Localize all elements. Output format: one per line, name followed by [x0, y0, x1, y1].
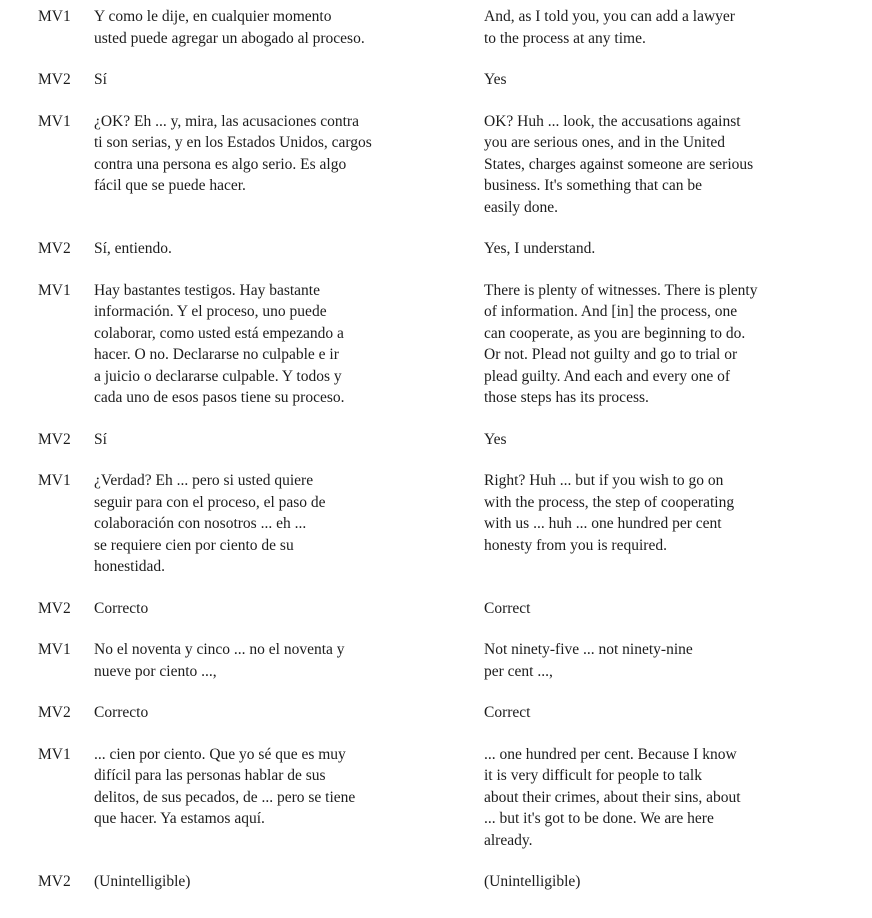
english-line: plead guilty. And each and every one of — [484, 367, 731, 385]
spanish-text — [94, 238, 484, 260]
english-translation — [484, 871, 834, 893]
english-line: Yes — [484, 430, 507, 448]
english-line: Yes — [484, 71, 507, 88]
english-translation — [484, 702, 834, 724]
english-line: States, charges against someone are serious — [484, 155, 754, 173]
spanish-line: colaborar, como usted está empezando a — [94, 324, 344, 342]
spanish-line: Hay bastantes testigos. Hay bastante — [94, 281, 320, 299]
transcript-entry — [0, 280, 872, 409]
english-translation — [484, 639, 834, 682]
speaker-label: MV2 — [38, 873, 71, 890]
transcript-entry — [0, 639, 872, 682]
english-line: about their crimes, about their sins, about — [484, 788, 741, 806]
spanish-line: a juicio o declararse culpable. Y todos y — [94, 367, 342, 385]
spanish-line: No el noventa y cinco ... no el noventa y — [94, 641, 345, 658]
transcript-entry — [0, 744, 872, 852]
spanish-line: información. Y el proceso, uno puede — [94, 303, 327, 320]
english-line: Or not. Plead not guilty and go to trial or — [484, 346, 738, 363]
speaker-label: MV2 — [38, 240, 71, 257]
speaker-label: MV1 — [38, 281, 71, 299]
english-line: Not ninety-five ... not ninety-nine — [484, 641, 693, 658]
spanish-text — [94, 744, 484, 830]
transcript-entry — [0, 702, 872, 724]
english-line: it is very difficult for people to talk — [484, 767, 702, 784]
spanish-text — [94, 111, 484, 197]
transcript-entry — [0, 69, 872, 91]
english-translation — [484, 280, 834, 409]
english-line: Yes, I understand. — [484, 240, 596, 257]
english-line: business. It's something that can be — [484, 177, 703, 194]
spanish-line: ¿Verdad? Eh ... pero si usted quiere — [94, 472, 314, 489]
spanish-text — [94, 470, 484, 578]
spanish-line: colaboración con nosotros ... eh ... — [94, 515, 307, 532]
spanish-line: Sí — [94, 430, 107, 448]
spanish-text — [94, 6, 484, 49]
english-line: ... but it's got to be done. We are here — [484, 810, 714, 827]
english-line: ... one hundred per cent. Because I know — [484, 745, 737, 763]
english-translation — [484, 598, 834, 620]
english-line: can cooperate, as you are beginning to do. — [484, 324, 746, 342]
spanish-line: hacer. O no. Declararse no culpable e ir — [94, 346, 339, 363]
spanish-line: Correcto — [94, 704, 149, 721]
speaker-label: MV1 — [38, 745, 71, 763]
english-translation — [484, 69, 834, 91]
english-translation — [484, 470, 834, 556]
transcript-entry — [0, 111, 872, 219]
english-line: of information. And [in] the process, one — [484, 303, 738, 320]
spanish-text — [94, 702, 484, 724]
spanish-line: Y como le dije, en cualquier momento — [94, 8, 332, 25]
english-line: those steps has its process. — [484, 389, 649, 406]
spanish-line: usted puede agregar un abogado al proceso. — [94, 29, 365, 47]
english-translation — [484, 429, 834, 451]
english-line: per cent ..., — [484, 662, 553, 680]
english-translation — [484, 744, 834, 852]
spanish-line: nueve por ciento ..., — [94, 662, 217, 680]
spanish-line: ti son serias, y en los Estados Unidos, cargos — [94, 134, 372, 151]
spanish-line: ... cien por ciento. Que yo sé que es muy — [94, 745, 346, 763]
transcript-entry — [0, 238, 872, 260]
spanish-line: seguir para con el proceso, el paso de — [94, 493, 326, 511]
transcript-entry — [0, 470, 872, 578]
transcript-entry — [0, 429, 872, 451]
english-line: Correct — [484, 599, 531, 617]
speaker-label: MV1 — [38, 472, 71, 489]
spanish-line: que hacer. Ya estamos aquí. — [94, 810, 265, 827]
spanish-text — [94, 639, 484, 682]
english-line: There is plenty of witnesses. There is plenty — [484, 281, 758, 299]
english-line: OK? Huh ... look, the accusations against — [484, 112, 741, 130]
spanish-line: Sí — [94, 71, 107, 88]
english-line: Correct — [484, 704, 531, 721]
speaker-label: MV2 — [38, 599, 71, 617]
english-line: Right? Huh ... but if you wish to go on — [484, 472, 724, 489]
spanish-text — [94, 598, 484, 620]
transcript-entry — [0, 871, 872, 893]
spanish-text — [94, 280, 484, 409]
speaker-label: MV1 — [38, 8, 71, 25]
spanish-line: Correcto — [94, 599, 149, 617]
speaker-label: MV2 — [38, 71, 71, 88]
english-translation — [484, 6, 834, 49]
spanish-text — [94, 69, 484, 91]
english-line: (Unintelligible) — [484, 873, 581, 890]
english-line: you are serious ones, and in the United — [484, 134, 726, 151]
english-translation — [484, 238, 834, 260]
spanish-line: contra una persona es algo serio. Es algo — [94, 155, 347, 173]
english-translation — [484, 111, 834, 219]
spanish-line: Sí, entiendo. — [94, 240, 172, 257]
spanish-line: fácil que se puede hacer. — [94, 177, 246, 194]
english-line: with the process, the step of cooperating — [484, 493, 735, 511]
english-line: And, as I told you, you can add a lawyer — [484, 8, 735, 25]
spanish-text — [94, 429, 484, 451]
english-line: honesty from you is required. — [484, 536, 667, 554]
english-line: already. — [484, 831, 533, 849]
speaker-label: MV2 — [38, 430, 71, 448]
spanish-line: (Unintelligible) — [94, 873, 191, 890]
speaker-label: MV2 — [38, 704, 71, 721]
spanish-line: difícil para las personas hablar de sus — [94, 767, 326, 784]
english-line: with us ... huh ... one hundred per cent — [484, 515, 722, 532]
speaker-label: MV1 — [38, 641, 71, 658]
spanish-text — [94, 871, 484, 893]
transcript-entry — [0, 6, 872, 49]
speaker-label: MV1 — [38, 112, 71, 130]
transcript-entry — [0, 598, 872, 620]
spanish-line: ¿OK? Eh ... y, mira, las acusaciones contra — [94, 112, 359, 130]
spanish-line: cada uno de esos pasos tiene su proceso. — [94, 389, 345, 406]
spanish-line: honestidad. — [94, 558, 166, 575]
english-line: to the process at any time. — [484, 29, 646, 47]
spanish-line: delitos, de sus pecados, de ... pero se tiene — [94, 788, 356, 806]
spanish-line: se requiere cien por ciento de su — [94, 536, 294, 554]
english-line: easily done. — [484, 198, 559, 216]
